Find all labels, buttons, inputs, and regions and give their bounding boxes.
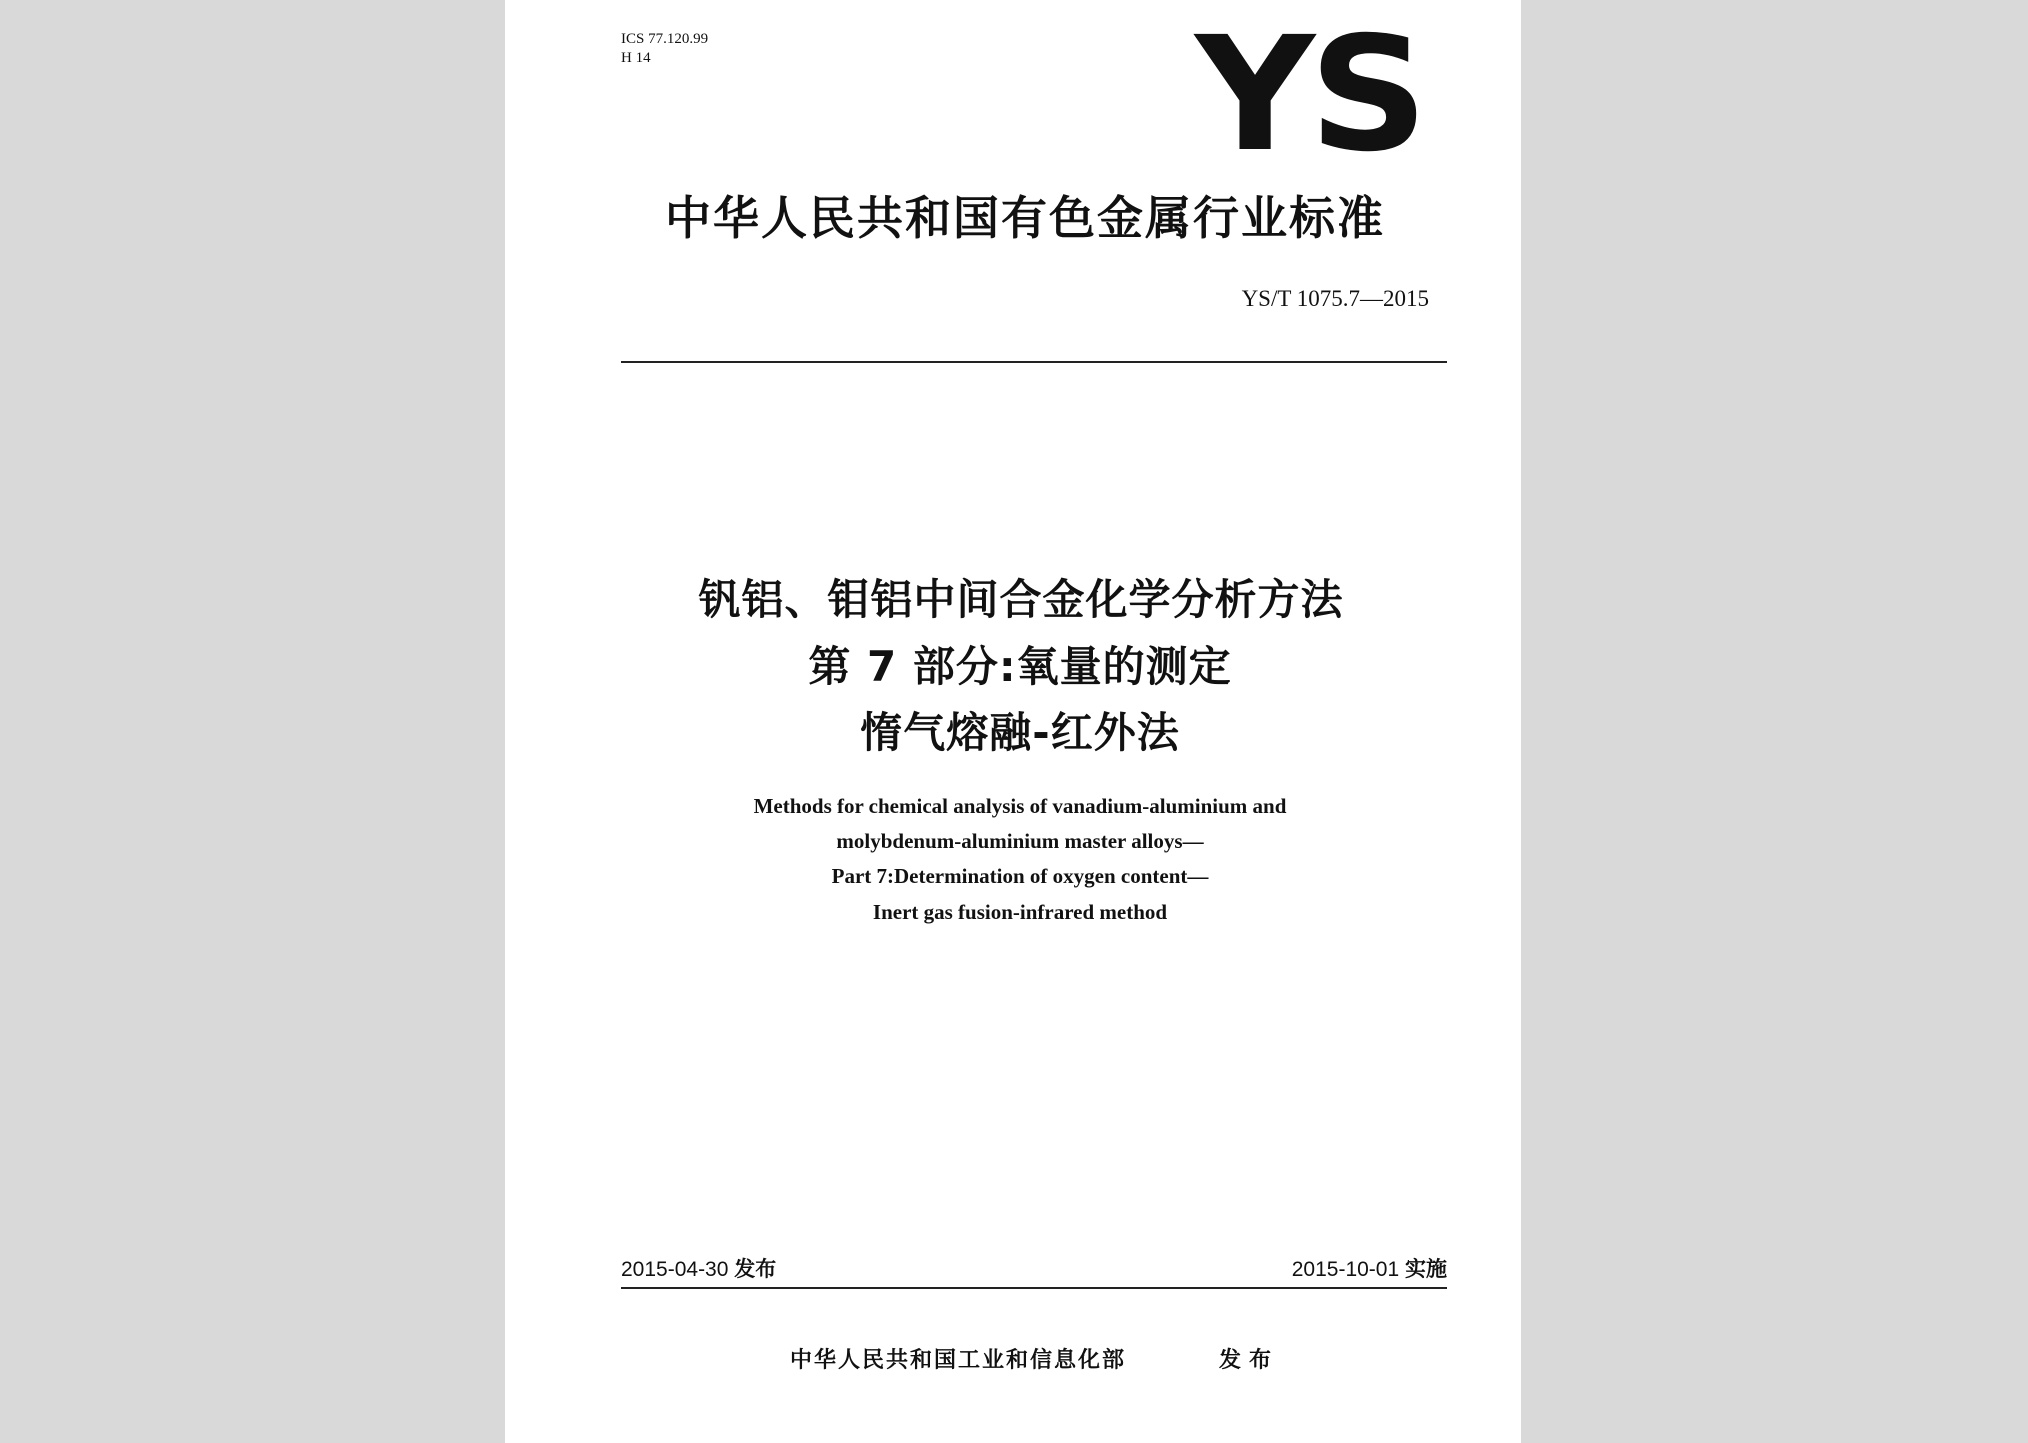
bottom-divider [621,1287,1447,1289]
classification-codes [621,30,708,68]
implement-label: 实施 [1405,1257,1447,1281]
standard-category-title: 中华人民共和国有色金属行业标准 [665,191,1385,245]
implement-date: 2015-10-01 [1291,1258,1400,1281]
ics-code: ICS 77.120.99 [621,31,709,47]
issuing-authority: 中华人民共和国工业和信息化部 [790,1348,1127,1373]
issue-word: 发布 [1219,1348,1280,1373]
title-zh-line3: 惰气熔融-红外法 [860,708,1180,757]
issue-date-line [621,1253,776,1283]
document-cover-page [505,0,1521,1443]
ccs-code: H 14 [621,50,651,66]
standard-number: YS/T 1075.7—2015 [1241,286,1429,311]
title-zh-line1: 钒铝、钼铝中间合金化学分析方法 [698,575,1344,624]
issue-date: 2015-04-30 [621,1258,729,1281]
title-zh-line2: 第 7 部分:氧量的测定 [808,642,1232,691]
ys-logo: YS [1195,3,1423,187]
title-en-line4: Inert gas fusion-infrared method [872,900,1168,924]
implement-date-line [1292,1253,1447,1283]
title-en-line1: Methods for chemical analysis of vanadium-aluminium and [753,794,1287,818]
title-en-line2: molybdenum-aluminium master alloys— [836,829,1204,853]
issue-label: 发布 [734,1257,777,1281]
title-en-line3: Part 7:Determination of oxygen content— [831,864,1209,888]
top-divider [621,361,1447,363]
